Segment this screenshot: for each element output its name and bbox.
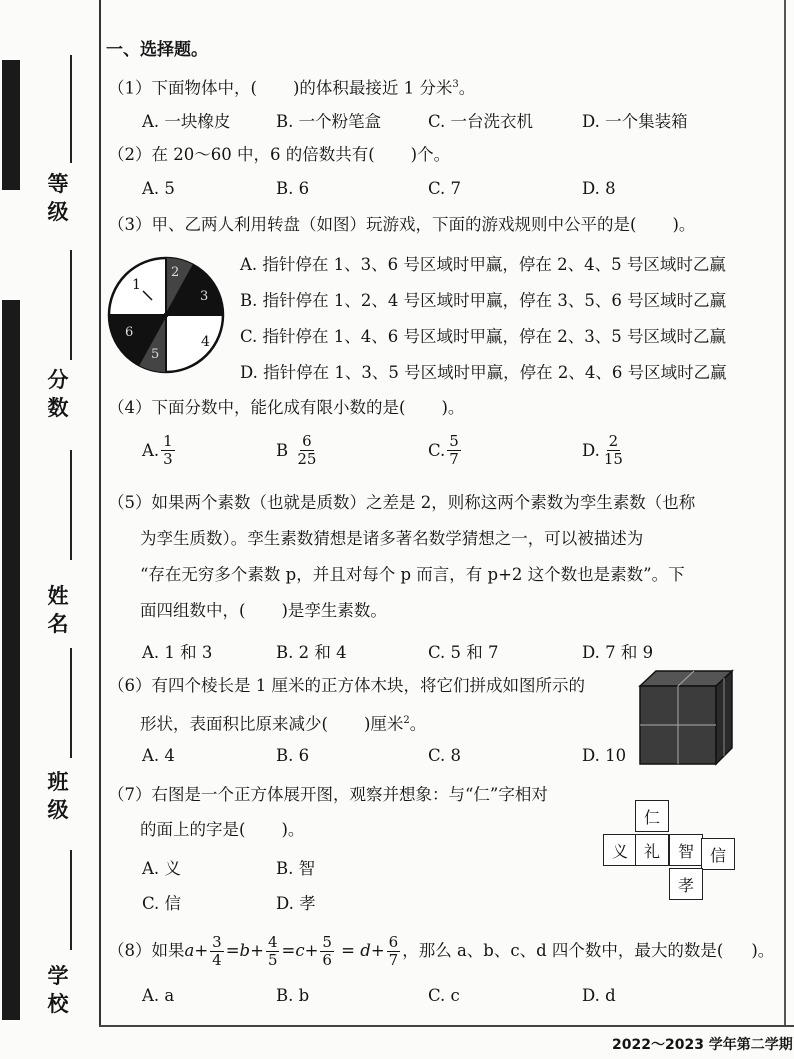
- option-a[interactable]: A. 一块橡皮: [142, 112, 231, 131]
- numerator: 6: [388, 932, 399, 951]
- class-line[interactable]: [70, 648, 72, 758]
- question-text: )。: [441, 398, 465, 417]
- variable: c: [295, 941, 305, 960]
- scan-edge: [2, 300, 20, 1020]
- numerator: 2: [608, 432, 619, 450]
- option-c[interactable]: C. 一台洗衣机: [428, 112, 534, 131]
- option-c[interactable]: [428, 433, 463, 468]
- denominator: 4: [212, 950, 222, 969]
- denominator: 3: [163, 450, 173, 468]
- question-text: )厘米: [363, 714, 404, 734]
- option-b[interactable]: B. 6: [276, 179, 310, 198]
- numerator: 3: [212, 932, 222, 951]
- question-text: （8）如果: [108, 941, 185, 960]
- option-c[interactable]: C. 信: [142, 894, 182, 913]
- fraction: [320, 934, 334, 969]
- option-label: C.: [428, 441, 446, 460]
- question-text: )是孪生素数。: [281, 601, 387, 620]
- option-b[interactable]: B. 指针停在 1、2、4 号区域时甲赢，停在 3、5、6 号区域时乙赢: [240, 291, 727, 310]
- option-a[interactable]: A. 1 和 3: [142, 643, 213, 662]
- question-6-line: （6）有四个棱长是 1 厘米的正方体木块，将它们拼成如图所示的: [108, 676, 585, 695]
- option-b[interactable]: B. 一个粉笔盒: [276, 112, 382, 131]
- fraction: [602, 433, 625, 468]
- option-a[interactable]: [142, 433, 177, 468]
- variable: b: [239, 941, 251, 960]
- question-text: ，那么 a、b、c、d 四个数中，最大的数是(: [402, 941, 724, 960]
- name-line[interactable]: [70, 450, 72, 560]
- spinner-number: 3: [200, 289, 209, 304]
- class-label: 班级: [47, 770, 69, 822]
- grade-label: 等级: [47, 172, 69, 224]
- net-face: 义: [603, 834, 637, 866]
- grade-line[interactable]: [70, 55, 72, 163]
- binding-divider: [99, 0, 101, 1025]
- question-text: )。: [281, 820, 305, 839]
- fraction: [447, 433, 461, 468]
- spinner-number: 1: [132, 277, 141, 293]
- option-a[interactable]: A. 5: [142, 179, 175, 198]
- name-label: 姓名: [47, 584, 69, 636]
- question-text: )的体积最接近 1 分米: [292, 78, 453, 98]
- question-text: 。: [458, 78, 476, 98]
- question-5-line: “存在无穷多个素数 p，并且对每个 p 而言，有 p+2 这个数也是素数”。下: [140, 565, 685, 584]
- spinner-figure: [105, 254, 227, 376]
- question-text: 的面上的字是(: [140, 820, 246, 839]
- unit-exponent: 2: [403, 715, 410, 726]
- fraction: [387, 934, 401, 969]
- fraction: [161, 433, 175, 468]
- denominator: 25: [297, 450, 317, 468]
- scan-edge: [2, 60, 20, 190]
- option-label: A.: [142, 441, 160, 460]
- question-5-line: （5）如果两个素数（也就是质数）之差是 2，则称这两个素数为孪生素数（也称: [108, 493, 696, 512]
- denominator: 15: [603, 450, 623, 468]
- cube-net-figure: [603, 800, 733, 900]
- spinner-number: 5: [151, 347, 160, 362]
- denominator: 7: [388, 950, 399, 969]
- spinner-number: 2: [171, 265, 180, 280]
- question-text: )个。: [410, 145, 451, 164]
- question-1: [108, 73, 475, 101]
- binding-strip: [0, 0, 100, 1059]
- option-label: B: [276, 441, 289, 460]
- question-7: [140, 818, 304, 842]
- numerator: 5: [449, 432, 459, 450]
- question-text: （3）甲、乙两人利用转盘（如图）玩游戏，下面的游戏规则中公平的是(: [108, 215, 637, 234]
- net-face: 智: [669, 834, 703, 866]
- fraction: [266, 934, 280, 969]
- option-c[interactable]: C. 8: [428, 746, 462, 765]
- fraction: [210, 934, 224, 969]
- option-d[interactable]: D. d: [582, 986, 616, 1005]
- option-label: D.: [582, 441, 600, 460]
- option-d[interactable]: D. 10: [582, 746, 627, 765]
- question-6: [140, 709, 426, 737]
- score-label: 分数: [47, 368, 69, 420]
- option-b[interactable]: B. 6: [276, 746, 310, 765]
- question-2: [108, 143, 450, 167]
- page-bottom-rule: [99, 1025, 794, 1027]
- option-a[interactable]: A. 义: [142, 859, 181, 878]
- option-b[interactable]: B. 2 和 4: [276, 643, 347, 662]
- option-b[interactable]: B. 智: [276, 859, 316, 878]
- numerator: 1: [163, 432, 173, 450]
- option-d[interactable]: D. 8: [582, 179, 616, 198]
- numerator: 5: [322, 932, 332, 951]
- option-c[interactable]: C. 指针停在 1、4、6 号区域时甲赢，停在 2、3、5 号区域时乙赢: [240, 327, 726, 346]
- option-a[interactable]: A. a: [142, 986, 175, 1005]
- question-4: [108, 396, 464, 420]
- school-line[interactable]: [70, 850, 72, 950]
- unit-exponent: 3: [452, 79, 459, 90]
- option-b[interactable]: B. b: [276, 986, 310, 1005]
- net-face: 礼: [635, 834, 669, 866]
- question-text: （2）在 20～60 中，6 的倍数共有(: [108, 145, 375, 164]
- question-text: （1）下面物体中，(: [108, 78, 257, 98]
- question-text: )。: [672, 215, 696, 234]
- question-5-line: 为孪生质数）。孪生素数猜想是诸多著名数学猜想之一，可以被描述为: [140, 529, 644, 548]
- school-label: 学校: [47, 964, 69, 1016]
- question-text: 。: [409, 714, 427, 734]
- option-c[interactable]: C. c: [428, 986, 460, 1005]
- page-footer: 2022～2023 学年第二学期: [612, 1037, 793, 1053]
- numerator: 6: [302, 432, 312, 450]
- option-d[interactable]: D. 孝: [276, 894, 316, 913]
- option-c[interactable]: C. 5 和 7: [428, 643, 499, 662]
- section-title: 一、选择题。: [106, 40, 208, 60]
- question-text: 形状，表面积比原来减少(: [140, 714, 328, 734]
- net-face: 信: [701, 838, 735, 870]
- option-a[interactable]: A. 4: [142, 746, 175, 765]
- spinner-number: 4: [201, 334, 210, 350]
- question-8: （8）如果 a + $\frac{3}{4}$ = b + $\frac{4}{5}$ = c + $\frac{5}{6}$ = d + $\frac{6}{7}$ ，那么 a、b、c、d 四个数中，最大的数是( )。: [108, 932, 775, 969]
- question-7-line: （7）右图是一个正方体展开图，观察并想象：与“仁”字相对: [108, 785, 548, 804]
- spinner-number: 6: [125, 325, 134, 340]
- question-5: [140, 599, 387, 623]
- question-text: )。: [751, 941, 775, 960]
- variable: d: [360, 941, 371, 960]
- page-edge-line: [784, 0, 786, 1025]
- numerator: 4: [267, 932, 278, 951]
- option-d[interactable]: D. 指针停在 1、3、5 号区域时甲赢，停在 2、4、6 号区域时乙赢: [240, 363, 727, 382]
- question-text: 面四组数中，(: [140, 601, 246, 620]
- question-3: [108, 213, 695, 237]
- net-face: 仁: [635, 800, 669, 832]
- option-d[interactable]: D. 7 和 9: [582, 643, 654, 662]
- cube-block-figure: [638, 668, 734, 766]
- option-a[interactable]: A. 指针停在 1、3、6 号区域时甲赢，停在 2、4、5 号区域时乙赢: [240, 255, 726, 274]
- net-face: 孝: [669, 868, 703, 900]
- score-line[interactable]: [70, 250, 72, 360]
- denominator: 5: [267, 950, 278, 969]
- fraction: [295, 433, 318, 468]
- denominator: 6: [322, 950, 332, 969]
- denominator: 7: [449, 450, 459, 468]
- option-c[interactable]: C. 7: [428, 179, 462, 198]
- option-b[interactable]: [276, 433, 320, 468]
- question-text: （4）下面分数中，能化成有限小数的是(: [108, 398, 406, 417]
- option-d[interactable]: [582, 433, 627, 468]
- variable: a: [184, 941, 195, 960]
- option-d[interactable]: D. 一个集装箱: [582, 112, 688, 131]
